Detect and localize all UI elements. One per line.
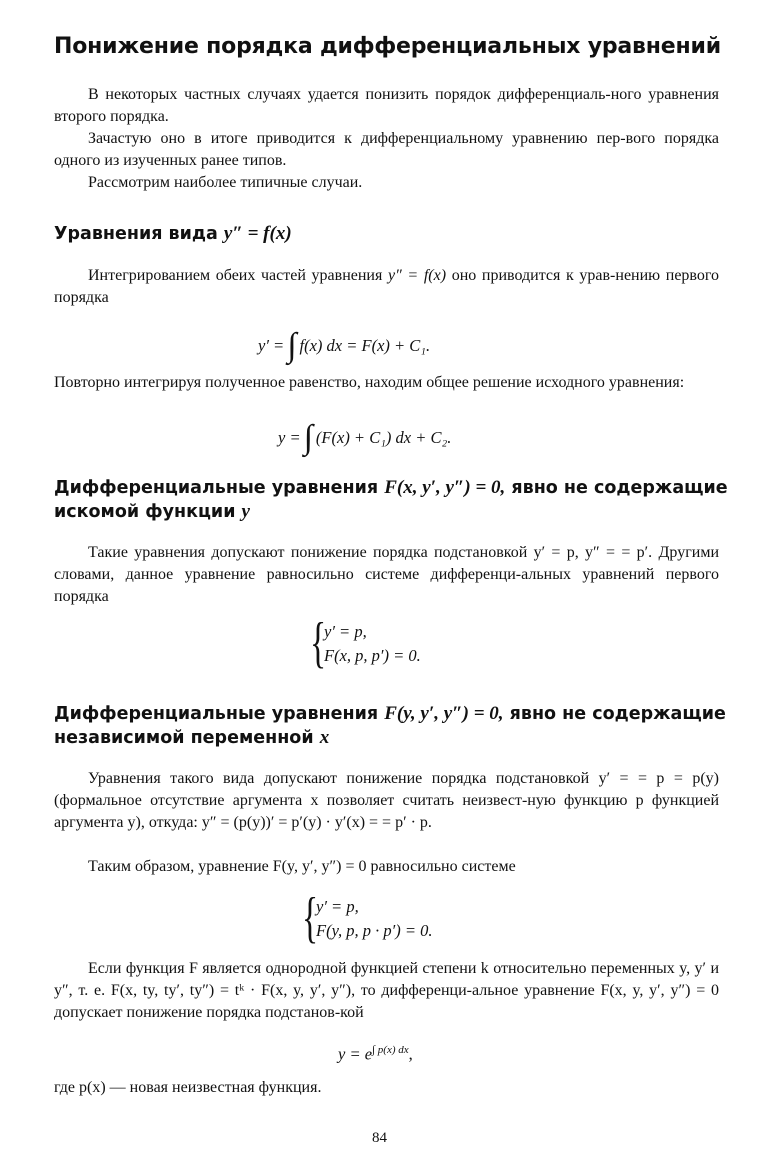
equation-2 [278,414,452,456]
integral-sign: ∫ [303,419,313,456]
section-heading-3-part-b: явно не содержащие [509,704,726,724]
section-heading-2 [54,476,728,524]
intro-paragraph-1: В некоторых частных случаях удается понизить порядок дифференциаль-ного уравнения второго порядка. [54,86,719,125]
equation-1-lhs: y′ = [258,336,285,355]
s3-paragraph-2: Таким образом, уравнение F(y, y′, y″) = 0 равносильно системе [88,858,516,875]
s1-paragraph-1-part-a: Интегрированием обеих частей уравнения [88,267,383,284]
system-1 [324,620,421,668]
system-2-line-1: y′ = p, [316,897,359,916]
section-heading-2-part-c: искомой функции [54,502,236,522]
equation-2-lhs: y = [278,428,301,447]
s3-paragraph-4: где p(x) — новая неизвестная функция. [54,1079,322,1096]
equation-3 [338,1044,413,1065]
section-heading-2-part-a: Дифференциальные уравнения [54,478,379,498]
equation-1-rhs: f(x) dx = F(x) + C₁. [299,336,431,355]
section-heading-1-text: Уравнения вида [54,224,218,244]
section-heading-3-part-c: независимой переменной [54,728,314,748]
s1-paragraph-1-math: y″ = f(x) [388,267,447,284]
section-heading-3-math: F(y, y′, y″) = 0, [384,703,504,724]
left-brace: { [302,887,319,949]
system-1-line-1: y′ = p, [324,622,367,641]
section-heading-2-part-b: явно не содержащие [511,478,728,498]
equation-2-rhs: (F(x) + C₁) dx + C₂. [315,428,452,447]
intro-paragraph-3: Рассмотрим наиболее типичные случаи. [88,174,363,191]
s1-paragraph-1-part-b: оно приводится к урав-нению первого порядка [54,267,720,306]
page-title: Понижение порядка дифференциальных уравнений [54,34,721,59]
s3-paragraph-1: Уравнения такого вида допускают понижение порядка подстановкой y′ = = p = p(y) (формальное отсутствие аргумента x позволяет считать неизвест-ную функцию p функцией аргумента y), откуда: y″ = (p(y))′ = p′(y) · y′(x) = = p′ · p. [54,770,719,831]
page-number: 84 [372,1130,387,1146]
s1-paragraph-1 [54,265,719,309]
s3-paragraph-3: Если функция F является однородной функцией степени k относительно переменных y, y′ и y″, т. е. F(x, ty, ty′, ty″) = tᵏ · F(x, y, y′, y″), то дифференци-альное уравнение F(x, y, y′, y″) = 0 допускает понижение порядка подстанов-кой [54,960,719,1021]
s2-paragraph: Такие уравнения допускают понижение порядка подстановкой y′ = p, y″ = = p′. Другими словами, данное уравнение равносильно системе дифференци-альных уравнений первого порядка [54,544,719,605]
integral-sign: ∫ [287,327,297,364]
intro-paragraph-2: Зачастую оно в итоге приводится к дифференциальному уравнению пер-вого порядка одного из изученных ранее типов. [54,130,719,169]
section-heading-1-math: y″ = f(x) [223,223,292,244]
system-1-line-2: F(x, p, p′) = 0. [324,646,421,665]
s1-paragraph-2: Повторно интегрируя полученное равенство, находим общее решение исходного уравнения: [54,374,685,391]
section-heading-2-math: F(x, y′, y″) = 0, [384,477,506,498]
system-2 [316,895,432,943]
equation-1 [258,322,431,364]
section-heading-3-part-a: Дифференциальные уравнения [54,704,379,724]
left-brace: { [310,612,327,674]
equation-3-tail: , [408,1044,413,1064]
section-heading-1 [54,222,292,246]
equation-3-exponent: ∫ p(x) dx [372,1044,409,1056]
equation-3-base: y = e [338,1044,373,1064]
section-heading-2-var: y [241,501,250,522]
system-2-line-2: F(y, p, p · p′) = 0. [316,921,433,940]
section-heading-3 [54,702,726,750]
section-heading-3-var: x [319,727,330,748]
